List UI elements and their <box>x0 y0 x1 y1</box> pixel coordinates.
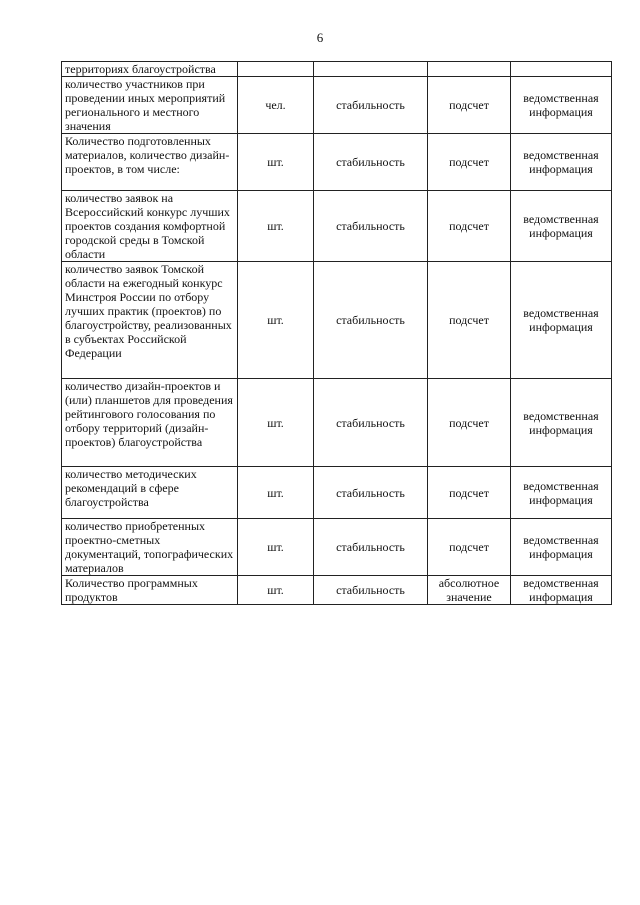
cell-text: шт. <box>267 155 284 169</box>
table-cell-indicator-type <box>314 77 428 134</box>
table-row <box>62 379 612 467</box>
table-row <box>62 62 612 77</box>
cell-text: стабильность <box>336 313 405 327</box>
cell-text: ведомственная информация <box>523 91 599 119</box>
table-row <box>62 77 612 134</box>
table-cell-source <box>511 191 612 262</box>
cell-text: стабильность <box>336 219 405 233</box>
cell-text: количество дизайн-проектов и (или) планшетов для проведения рейтингового голосования по отбору территорий (дизайн-проектов) благоустройства <box>65 379 233 449</box>
cell-text: стабильность <box>336 98 405 112</box>
table-cell-source <box>511 379 612 467</box>
cell-text: ведомственная информация <box>523 478 599 507</box>
cell-text: шт. <box>267 219 284 233</box>
table-cell-unit <box>238 379 314 467</box>
cell-text: ведомственная информация <box>523 148 599 176</box>
table-cell-source <box>511 519 612 576</box>
table-row <box>62 467 612 519</box>
table-cell-unit <box>238 576 314 605</box>
table-cell-method <box>428 379 511 467</box>
table-cell-indicator-type <box>314 134 428 191</box>
table-cell-method <box>428 576 511 605</box>
cell-text: подсчет <box>449 485 489 500</box>
cell-text: территориях благоустройства <box>65 62 216 76</box>
cell-text: ведомственная информация <box>523 576 599 604</box>
table-cell-method <box>428 262 511 379</box>
table-cell-name <box>62 519 238 576</box>
table-cell-name <box>62 77 238 134</box>
cell-text: стабильность <box>336 415 405 430</box>
table-cell-method <box>428 519 511 576</box>
table-cell-indicator-type <box>314 519 428 576</box>
table-cell-name <box>62 576 238 605</box>
cell-text: подсчет <box>449 98 489 112</box>
page-number: 6 <box>316 30 324 45</box>
cell-text: подсчет <box>449 155 489 169</box>
table-cell-name <box>62 134 238 191</box>
cell-text: подсчет <box>449 219 489 233</box>
table-cell-indicator-type <box>314 62 428 77</box>
cell-text: ведомственная информация <box>523 212 599 240</box>
table-cell-name <box>62 191 238 262</box>
cell-text: количество заявок Томской области на ежегодный конкурс Минстроя России по отбору лучших практик (проектов) по благоустройству, реализованных в субъектах Российской Федерации <box>65 262 232 360</box>
cell-text: ведомственная информация <box>523 408 599 437</box>
cell-text: ведомственная информация <box>523 533 599 561</box>
cell-text: количество участников при проведении иных мероприятий регионального и местного значения <box>65 77 226 133</box>
cell-text: шт. <box>267 540 284 554</box>
table-cell-unit <box>238 191 314 262</box>
table-row <box>62 262 612 379</box>
table-cell-unit <box>238 62 314 77</box>
cell-text: стабильность <box>336 583 405 597</box>
cell-text: стабильность <box>336 485 405 500</box>
cell-text: подсчет <box>449 415 489 430</box>
table-cell-source <box>511 134 612 191</box>
table-cell-method <box>428 62 511 77</box>
cell-text: шт. <box>267 313 284 327</box>
table-cell-unit <box>238 262 314 379</box>
table-cell-name <box>62 62 238 77</box>
table-cell-unit <box>238 519 314 576</box>
cell-text: количество приобретенных проектно-сметных документаций, топографических материалов <box>65 519 234 575</box>
cell-text: ведомственная информация <box>523 306 599 334</box>
table-row <box>62 519 612 576</box>
cell-text: стабильность <box>336 540 405 554</box>
table-cell-source <box>511 576 612 605</box>
cell-text: чел. <box>265 98 286 112</box>
table-row <box>62 191 612 262</box>
table-cell-source <box>511 62 612 77</box>
table-cell-unit <box>238 134 314 191</box>
indicators-table <box>61 61 612 605</box>
cell-text: подсчет <box>449 313 489 327</box>
cell-text: шт. <box>267 415 284 430</box>
table-cell-unit <box>238 467 314 519</box>
table-cell-name <box>62 467 238 519</box>
cell-text: Количество программных продуктов <box>65 576 198 604</box>
cell-text: количество методических рекомендаций в сфере благоустройства <box>65 467 197 509</box>
table-cell-source <box>511 262 612 379</box>
cell-text: шт. <box>267 583 284 597</box>
table-cell-method <box>428 191 511 262</box>
table-cell-indicator-type <box>314 467 428 519</box>
table-cell-indicator-type <box>314 379 428 467</box>
cell-text: абсолютное значение <box>438 576 500 604</box>
table-cell-method <box>428 77 511 134</box>
table-cell-method <box>428 467 511 519</box>
table-cell-method <box>428 134 511 191</box>
table-row <box>62 134 612 191</box>
table-cell-indicator-type <box>314 262 428 379</box>
table-cell-unit <box>238 77 314 134</box>
cell-text: Количество подготовленных материалов, количество дизайн-проектов, в том числе: <box>65 134 230 176</box>
table-cell-name <box>62 379 238 467</box>
cell-text: шт. <box>267 485 284 500</box>
cell-text: количество заявок на Всероссийский конкурс лучших проектов создания комфортной городской среды в Томской области <box>65 191 230 261</box>
table-cell-indicator-type <box>314 576 428 605</box>
table-cell-indicator-type <box>314 191 428 262</box>
table-cell-name <box>62 262 238 379</box>
table-cell-source <box>511 467 612 519</box>
table-row <box>62 576 612 605</box>
cell-text: подсчет <box>449 540 489 554</box>
table-cell-source <box>511 77 612 134</box>
cell-text: стабильность <box>336 155 405 169</box>
